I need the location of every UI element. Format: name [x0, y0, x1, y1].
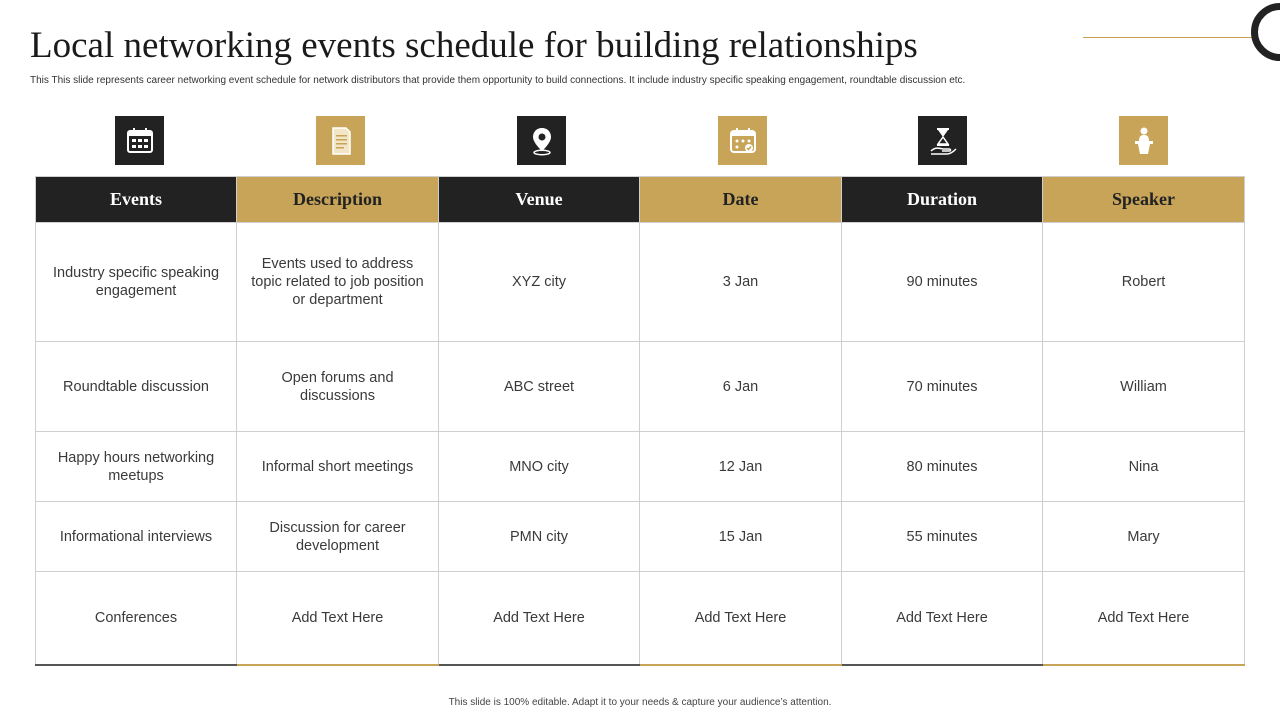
- cell-description: Events used to address topic related to job position or department: [237, 223, 439, 342]
- cell-venue: PMN city: [439, 502, 640, 572]
- hourglass-hand-icon: [918, 116, 967, 165]
- header-speaker: Speaker: [1043, 177, 1245, 223]
- cell-date: 15 Jan: [640, 502, 842, 572]
- cell-description: Discussion for career development: [237, 502, 439, 572]
- header-events: Events: [36, 177, 237, 223]
- cell-date: 3 Jan: [640, 223, 842, 342]
- cell-duration: 80 minutes: [842, 432, 1043, 502]
- table-row: [36, 502, 1245, 572]
- cell-description: Open forums and discussions: [237, 342, 439, 432]
- cell-duration: 55 minutes: [842, 502, 1043, 572]
- cell-speaker: Robert: [1043, 223, 1245, 342]
- document-icon: [316, 116, 365, 165]
- cell-venue: Add Text Here: [439, 572, 640, 665]
- cell-speaker: William: [1043, 342, 1245, 432]
- cell-duration: Add Text Here: [842, 572, 1043, 665]
- cell-speaker: Mary: [1043, 502, 1245, 572]
- header-duration: Duration: [842, 177, 1043, 223]
- table-row: [36, 572, 1245, 665]
- table-row: [36, 432, 1245, 502]
- cell-event: Happy hours networking meetups: [36, 432, 237, 502]
- cell-venue: XYZ city: [439, 223, 640, 342]
- cell-duration: 90 minutes: [842, 223, 1043, 342]
- decorative-ring: [1251, 3, 1280, 61]
- calendar-check-icon: [718, 116, 767, 165]
- calendar-grid-icon: [115, 116, 164, 165]
- speaker-podium-icon: [1119, 116, 1168, 165]
- header-venue: Venue: [439, 177, 640, 223]
- cell-event: Informational interviews: [36, 502, 237, 572]
- slide-subtitle: This This slide represents career networking event schedule for network distributors that provide them opportunity to build connections. It include industry specific speaking engagement, roundtable discussion etc.: [30, 75, 966, 86]
- table-header-row: [36, 177, 1245, 223]
- cell-date: 12 Jan: [640, 432, 842, 502]
- decorative-line: [1083, 37, 1258, 38]
- slide-footer: This slide is 100% editable. Adapt it to your needs & capture your audience’s attention.: [448, 697, 832, 708]
- location-pin-icon: [517, 116, 566, 165]
- cell-event: Roundtable discussion: [36, 342, 237, 432]
- cell-speaker: Nina: [1043, 432, 1245, 502]
- cell-event: Conferences: [36, 572, 237, 665]
- cell-description: Add Text Here: [237, 572, 439, 665]
- header-description: Description: [237, 177, 439, 223]
- cell-venue: ABC street: [439, 342, 640, 432]
- events-schedule-table: [35, 176, 1245, 666]
- cell-venue: MNO city: [439, 432, 640, 502]
- slide-title: Local networking events schedule for building relationships: [30, 25, 918, 66]
- cell-speaker: Add Text Here: [1043, 572, 1245, 665]
- header-date: Date: [640, 177, 842, 223]
- cell-description: Informal short meetings: [237, 432, 439, 502]
- cell-date: Add Text Here: [640, 572, 842, 665]
- cell-date: 6 Jan: [640, 342, 842, 432]
- cell-event: Industry specific speaking engagement: [36, 223, 237, 342]
- table-row: [36, 342, 1245, 432]
- table-row: [36, 223, 1245, 342]
- cell-duration: 70 minutes: [842, 342, 1043, 432]
